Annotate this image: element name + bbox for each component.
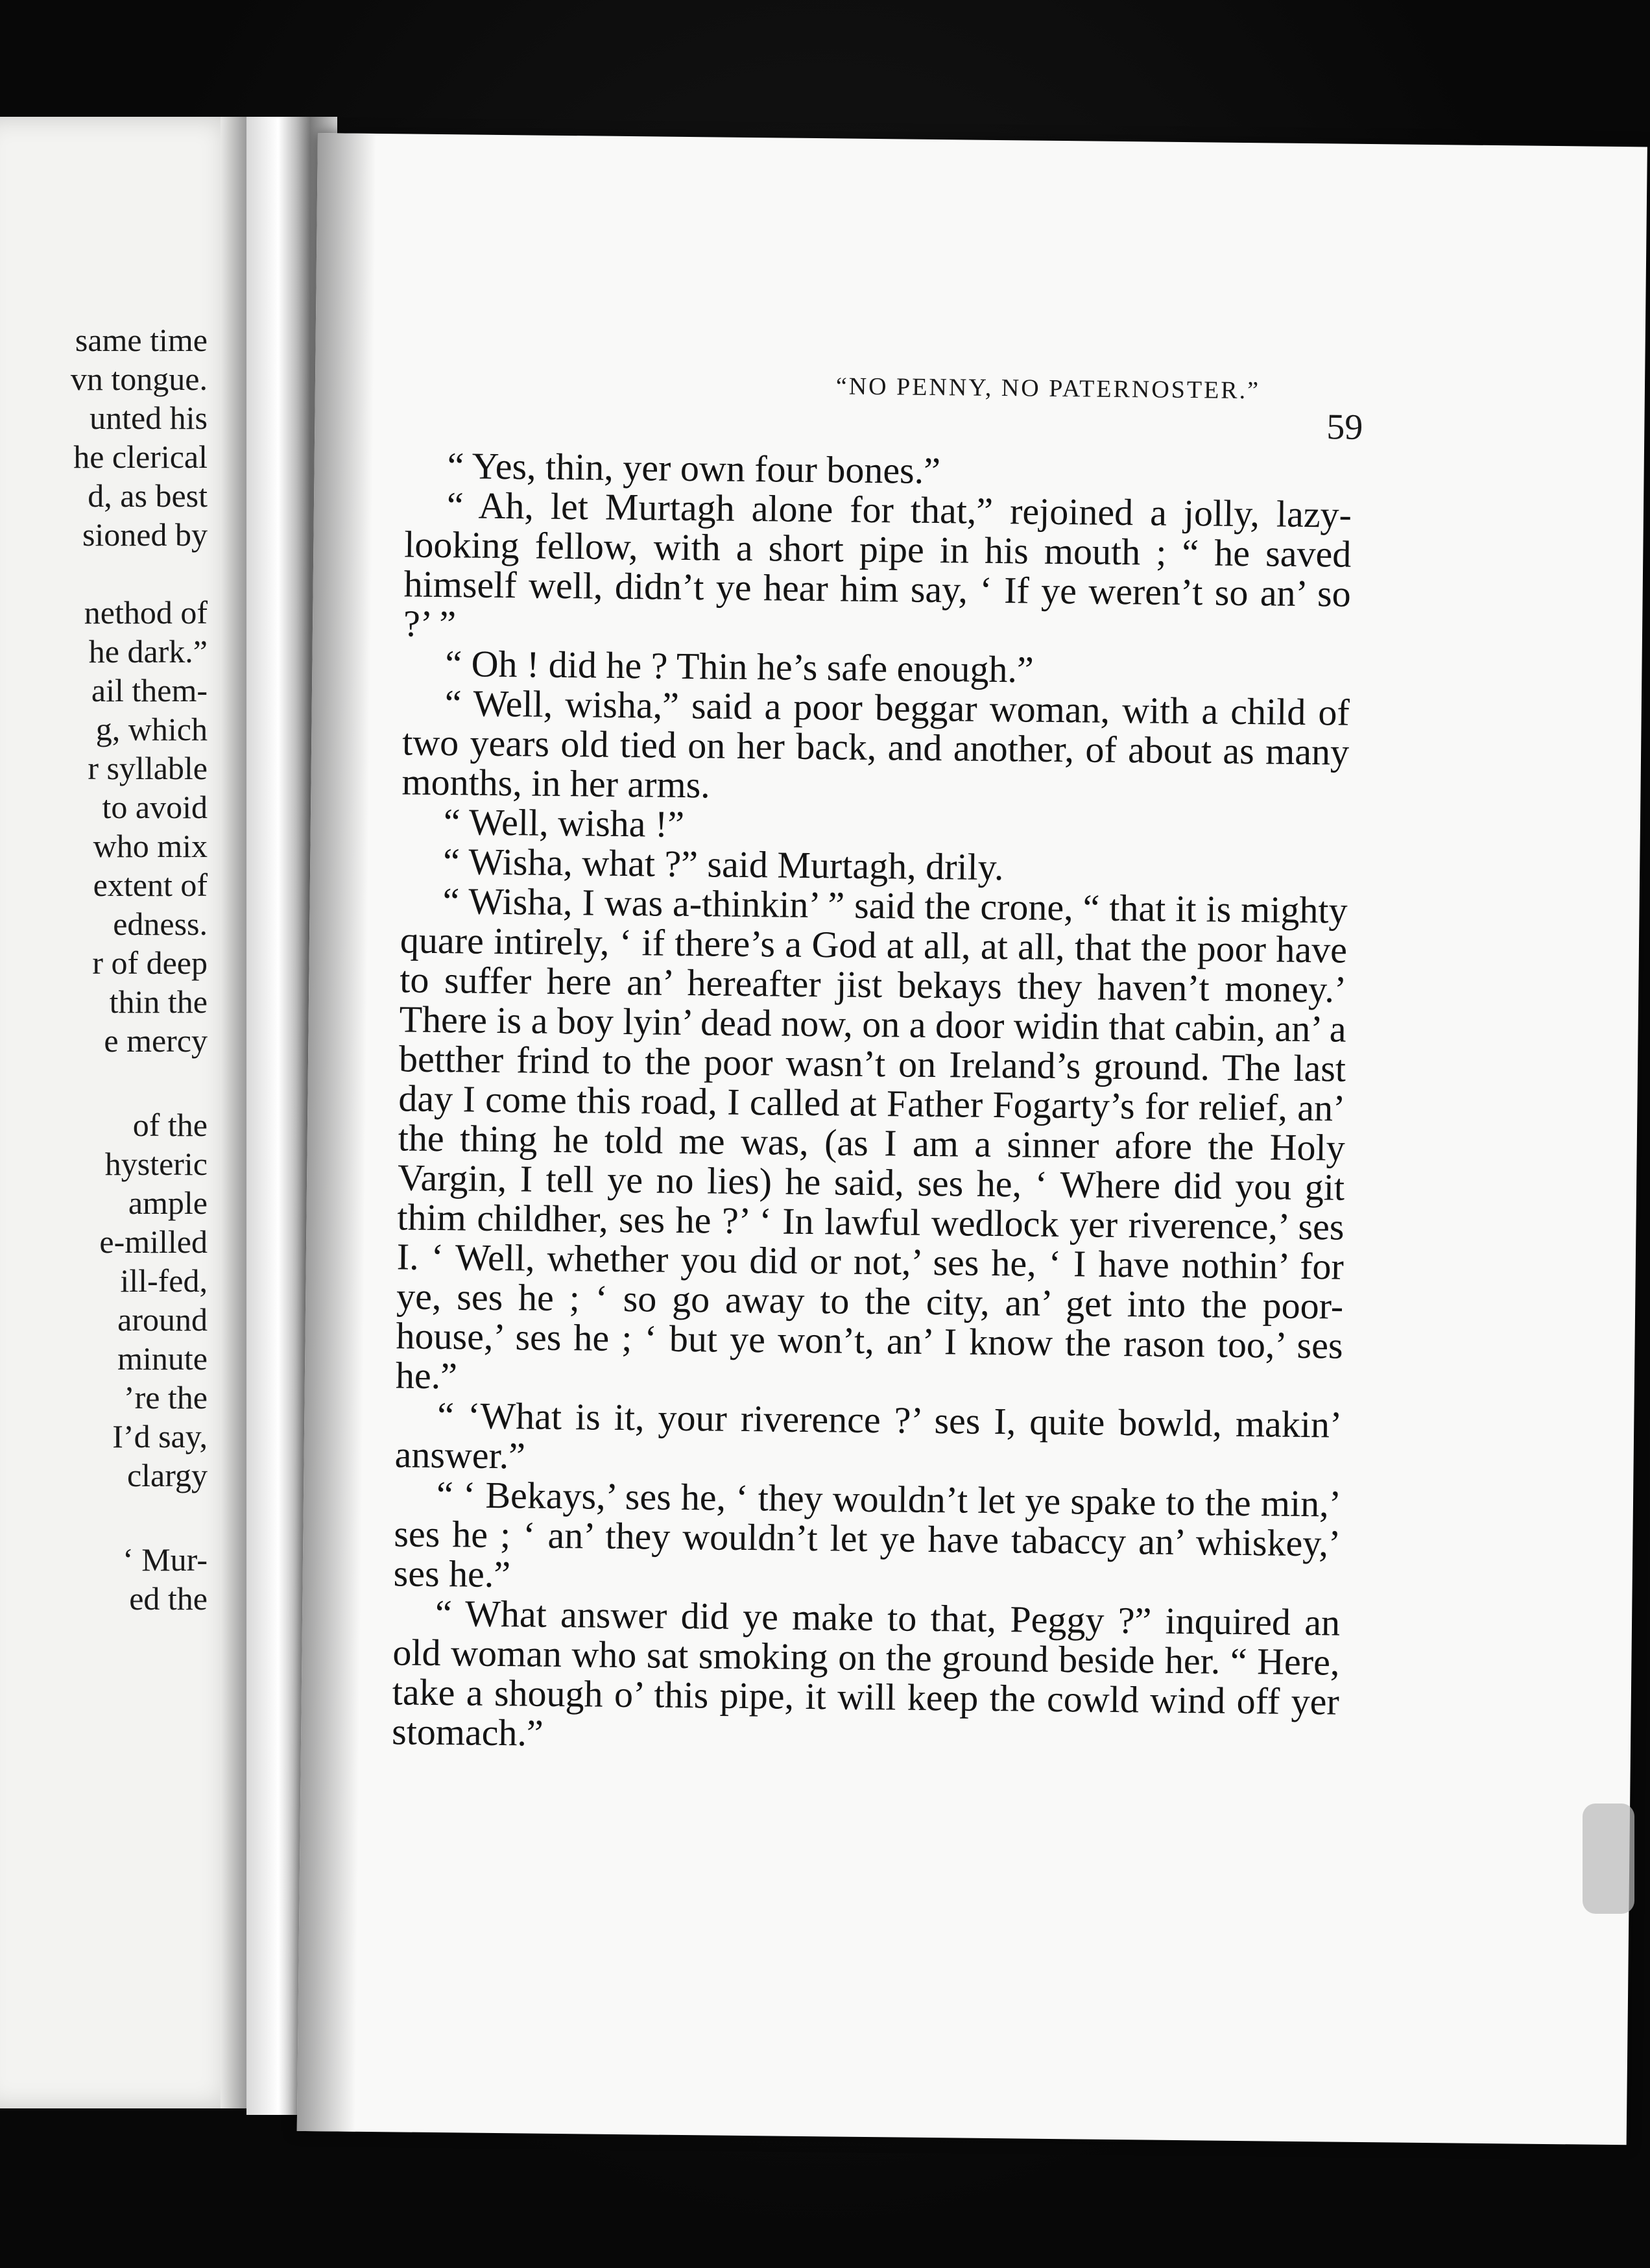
left-page-line: same time <box>75 322 208 358</box>
paragraph: “ Oh ! did he ? Thin he’s safe enough.” <box>445 642 1034 691</box>
left-page-line: minute <box>117 1340 208 1377</box>
left-page-line: I’d say, <box>112 1418 208 1454</box>
body-text <box>392 445 1352 1761</box>
left-page-line: ‘ Mur- <box>123 1541 208 1578</box>
left-page-line: ail them- <box>91 672 208 708</box>
left-page-line: e-milled <box>99 1224 208 1260</box>
paragraph: “ ‘ Bekays,’ ses he, ‘ they wouldn’t let ye spake to the min,’ ses he ; ‘ an’ they wouldn’t let ye have tabaccy an’ whiskey,’ ses he.” <box>393 1473 1342 1596</box>
left-page-line: edness. <box>113 906 208 942</box>
left-page-line: to avoid <box>102 789 208 825</box>
left-page-line: ample <box>128 1185 208 1221</box>
left-facing-page <box>0 117 246 2108</box>
left-page-line: hysteric <box>104 1146 208 1182</box>
paragraph: “ Well, wisha,” said a poor beggar woman, with a child of two years old tied on her back, and another, of about as many months, in her arms. <box>401 682 1350 806</box>
left-page-line: clargy <box>126 1457 208 1493</box>
paragraph: “ Wisha, what ?” said Murtagh, drily. <box>442 840 1004 889</box>
left-page-line: ’re the <box>123 1379 208 1416</box>
left-page-line: thin the <box>109 983 208 1020</box>
running-head: “NO PENNY, NO PATERNOSTER.” <box>835 372 1261 405</box>
left-page-line: ed the <box>129 1580 208 1617</box>
paragraph: “ Yes, thin, yer own four bones.” <box>447 444 941 492</box>
left-page-line: d, as best <box>88 477 208 514</box>
left-page-line: he dark.” <box>88 633 208 670</box>
paragraph: “ What answer did ye make to that, Peggy ?” inquired an old woman who sat smoking on the ground beside her. “ Here, take a shough o’ this pipe, it will keep the cowld wind off yer stomach.” <box>391 1592 1341 1754</box>
left-page-line: of the <box>132 1107 208 1143</box>
left-page-line: extent of <box>93 867 208 903</box>
paragraph: “ Wisha, I was a-thinkin’ ” said the crone, “ that it is mighty quare intirely, ‘ if there’s a God at all, at all, that the poor have to suffer here an’ hereafter jist bekays they haven’t money.’ There is a boy lyin’ dead now, on a door widin that cabin, an’ a betther frind to the poor wasn’t on Ireland’s ground. The last day I come this road, I called at Father Fogarty’s for relief, an’ the thing he told me was, (as I am a sinner afore the Holy Vargin, I tell ye no lies) he said, ses he, ‘ Where did you git thim childher, ses he ?’ ‘ In lawful wedlock yer riverence,’ ses I. ‘ Well, whether you did or not,’ ses he, ‘ I have nothin’ for ye, ses he ; ‘ so go away to the city, an’ get into the poor-house,’ ses he ; ‘ but ye won’t, an’ I know the rason too,’ ses he.” <box>395 880 1348 1397</box>
left-page-line: he clerical <box>73 439 208 475</box>
left-page-line: nethod of <box>84 594 208 631</box>
paragraph: “ ‘What is it, your riverence ?’ ses I, quite bowld, makin’ answer.” <box>394 1394 1343 1477</box>
left-page-line: vn tongue. <box>70 361 208 397</box>
left-page-line: r of deep <box>92 945 208 981</box>
paragraph: “ Well, wisha !” <box>443 801 685 845</box>
left-page-line: who mix <box>93 828 208 864</box>
left-page-line: sioned by <box>82 516 208 553</box>
main-page <box>297 133 1647 2145</box>
paragraph: “ Ah, let Murtagh alone for that,” rejoined a jolly, lazy-looking fellow, with a short pipe in his mouth ; “ he saved himself well, didn’t ye hear him say, ‘ If ye weren’t so an’ so ?’ ” <box>403 484 1352 645</box>
left-page-line: around <box>117 1301 208 1338</box>
left-page-line: unted his <box>90 400 208 436</box>
scan-blemish <box>1583 1804 1634 1914</box>
left-page-gutter <box>221 117 246 2108</box>
left-page-line: ill-fed, <box>120 1262 208 1299</box>
page-number: 59 <box>1326 407 1363 448</box>
left-page-line: e mercy <box>104 1022 208 1059</box>
left-page-line: g, which <box>95 711 208 747</box>
left-page-line: r syllable <box>88 750 208 786</box>
